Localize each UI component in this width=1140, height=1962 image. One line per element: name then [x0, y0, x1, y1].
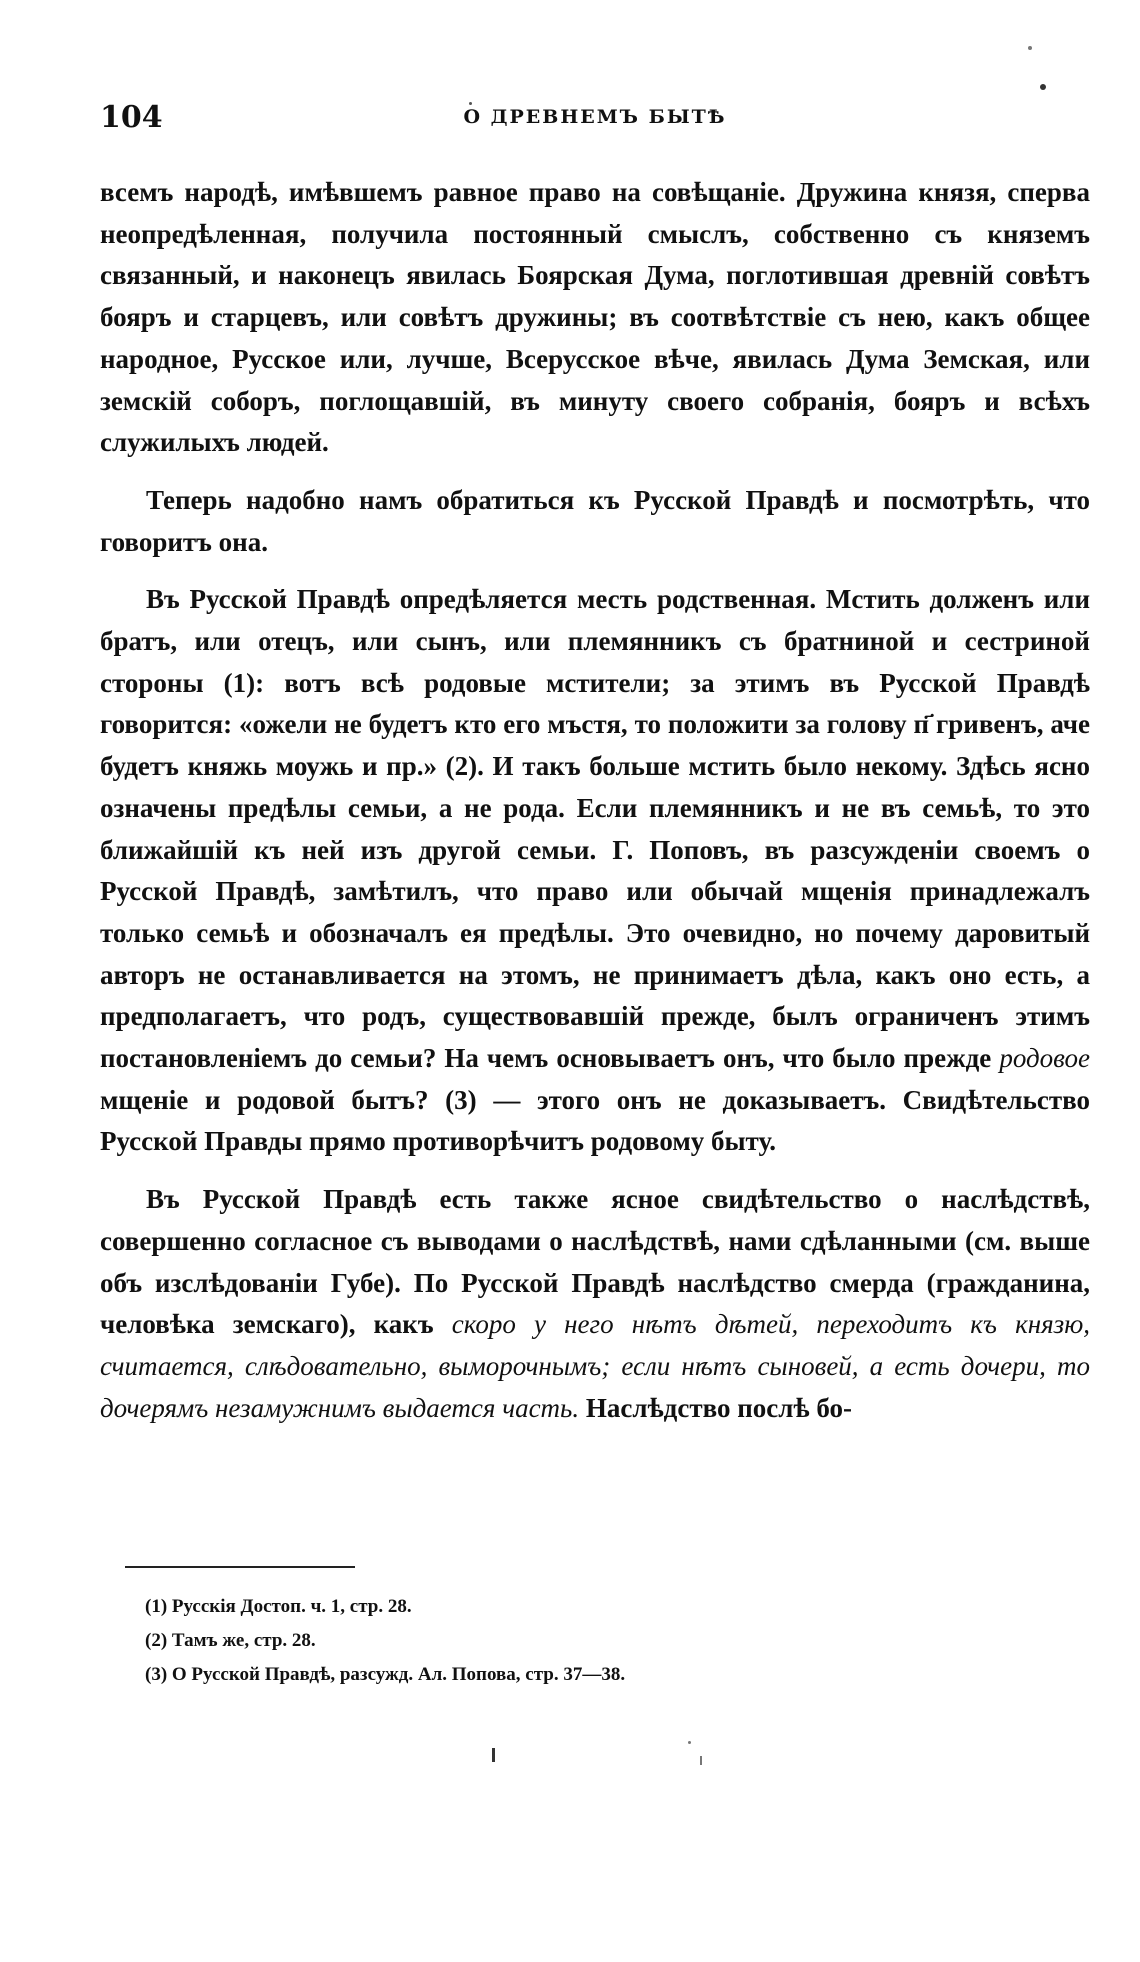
paragraph-text: Въ Русской Правдѣ опредѣляется месть родственная. Мстить долженъ или братъ, или отецъ, или сынъ, или племянникъ съ братниной и сестриной стороны (1): вотъ всѣ родовые мстители; за этимъ въ Русской Правдѣ говорится: «ожели не будетъ кто его мъстя, то положити за голову п҃ гривенъ, аче будетъ княжь моужь и пр.» (2). И такъ больше мстить было некому. Здѣсь ясно означены предѣлы семьи, а не рода. Если племянникъ и не въ семьѣ, то это ближайшій къ ней изъ другой семьи. Г. Поповъ, въ разсужденіи своемъ о Русской Правдѣ, замѣтилъ, что право или обычай мщенія принадлежалъ только семьѣ и обозначалъ ея предѣлы. Это очевидно, но почему даровитый авторъ не останавливается на этомъ, не принимаетъ дѣла, какъ оно есть, а предполагаетъ, что родъ, существовавшій прежде, былъ ограниченъ этимъ постановленіемъ до семьи? На чемъ основываетъ онъ, что было прежде: [100, 584, 1090, 1074]
footnote: (3) О Русской Правдѣ, разсужд. Ал. Попова, стр. 37—38.: [145, 1664, 626, 1685]
paragraph-text: Наслѣдство послѣ бо-: [585, 1392, 853, 1423]
scan-speck: [1040, 84, 1046, 90]
body-text: [100, 172, 1090, 1445]
paragraph-continued: всемъ народѣ, имѣвшемъ равное право на совѣщаніе. Дружина князя, сперва неопредѣленная, получила постоянный смыслъ, собственно съ княземъ связанный, и наконецъ явилась Боярская Дума, поглотившая древній совѣтъ бояръ и старцевъ, или совѣтъ дружины; въ соотвѣтствіе съ нею, какъ общее народное, Русское или, лучше, Всерусское вѣче, явилась Дума Земская, или земскій соборъ, поглощавшій, въ минуту своего собранія, бояръ и всѣхъ служилыхъ людей.: [100, 177, 1090, 458]
footnote: (1) Русскія Достоп. ч. 1, стр. 28.: [145, 1596, 412, 1617]
paragraph: [100, 579, 1090, 1163]
footnotes: [145, 1590, 1045, 1692]
scan-mark: [492, 1748, 495, 1762]
footnote: (2) Тамъ же, стр. 28.: [145, 1630, 316, 1651]
paragraph: [100, 1179, 1090, 1429]
running-title: О ДРЕВНЕМЪ БЫТѢ: [463, 106, 727, 128]
paragraph-text: Въ Русской Правдѣ есть также ясное свидѣтельство о наслѣдствѣ, совершенно согласное съ выводами о наслѣдствѣ, нами сдѣланными (см. выше объ изслѣдованіи Губе). По Русской Правдѣ наслѣдство смерда (гражданина, человѣка земскаго), какъ: [100, 1184, 1090, 1340]
footnote-rule: [125, 1566, 355, 1568]
page-number: 104: [100, 100, 163, 135]
scan-mark: [700, 1756, 702, 1765]
italic-passage: скоро у него нѣтъ дѣтей, переходитъ къ князю, считается, слѣдовательно, выморочнымъ; если нѣтъ сыновей, а есть дочери, то дочерямъ незамужнимъ выдается часть.: [100, 1309, 1091, 1423]
scan-speck: [688, 1741, 691, 1744]
italic-term: родовое: [999, 1043, 1091, 1074]
scan-speck: [1028, 46, 1032, 50]
paragraph-text: мщеніе и родовой бытъ? (3) — этого онъ не доказываетъ. Свидѣтельство Русской Правды прямо противорѣчитъ родовому быту.: [100, 1084, 1090, 1157]
paragraph: Теперь надобно намъ обратиться къ Русской Правдѣ и посмотрѣть, что говоритъ она.: [100, 484, 1090, 557]
page-header: [100, 100, 1090, 140]
